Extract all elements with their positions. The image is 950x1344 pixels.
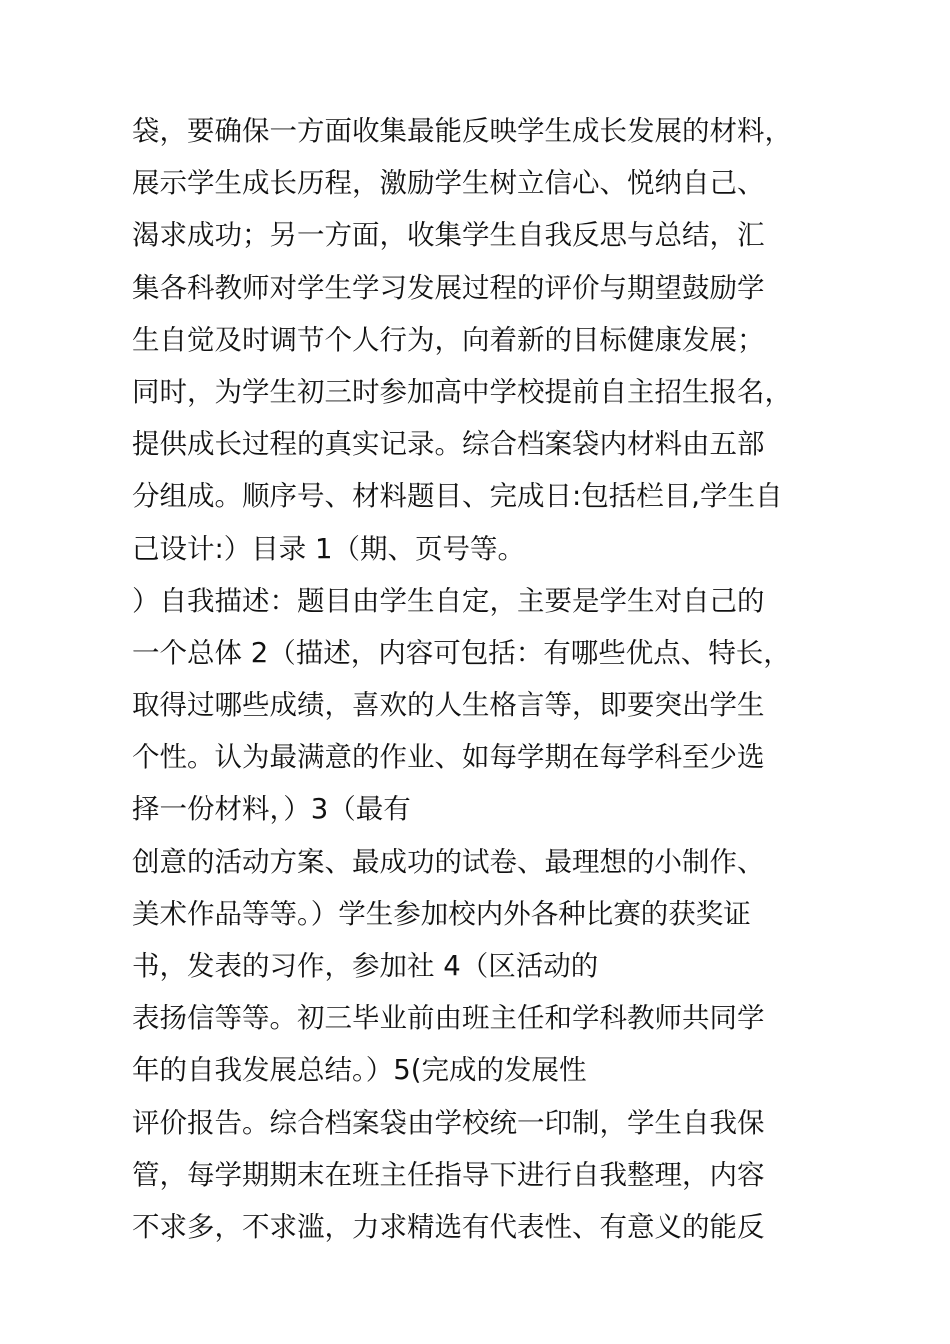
text-line: 同时，为学生初三时参加高中学校提前自主招生报名， bbox=[132, 375, 792, 408]
text-line: 展示学生成长历程，激励学生树立信心、悦纳自己、 bbox=[132, 167, 765, 200]
text-line: 提供成长过程的真实记录。综合档案袋内材料由五部 bbox=[132, 428, 765, 461]
text-line: 表扬信等等。初三毕业前由班主任和学科教师共同学 bbox=[132, 1002, 765, 1035]
text-line: 己设计:）目录 1（期、页号等。 bbox=[132, 532, 526, 565]
text-line: 年的自我发展总结。）5(完成的发展性 bbox=[132, 1054, 587, 1087]
text-line: 渴求成功；另一方面，收集学生自我反思与总结，汇 bbox=[132, 219, 765, 252]
text-line: 评价报告。综合档案袋由学校统一印制，学生自我保 bbox=[132, 1106, 765, 1139]
text-line: 美术作品等等。）学生参加校内外各种比赛的获奖证 bbox=[132, 897, 751, 930]
text-line: 个性。认为最满意的作业、如每学期在每学科至少选 bbox=[132, 741, 765, 774]
text-line: 集各科教师对学生学习发展过程的评价与期望鼓励学 bbox=[132, 271, 765, 304]
text-line: 袋，要确保一方面收集最能反映学生成长发展的材料， bbox=[132, 115, 792, 147]
text-line: 一个总体 2（描述，内容可包括：有哪些优点、特长， bbox=[132, 636, 791, 669]
text-line: 取得过哪些成绩，喜欢的人生格言等，即要突出学生 bbox=[132, 689, 765, 722]
text-line: 创意的活动方案、最成功的试卷、最理想的小制作、 bbox=[132, 845, 765, 878]
text-line: 生自觉及时调节个人行为，向着新的目标健康发展； bbox=[132, 323, 765, 356]
text-line: 分组成。顺序号、材料题目、完成日:包括栏目,学生自 bbox=[132, 480, 783, 513]
text-line: ）自我描述：题目由学生自定，主要是学生对自己的 bbox=[132, 584, 765, 617]
body-text bbox=[132, 105, 862, 1253]
text-line: 择一份材料，）3（最有 bbox=[132, 793, 411, 826]
text-line: 书，发表的习作，参加社 4（区活动的 bbox=[132, 950, 599, 982]
text-line: 不求多，不求滥，力求精选有代表性、有意义的能反 bbox=[132, 1210, 765, 1243]
text-line: 管，每学期期末在班主任指导下进行自我整理，内容 bbox=[132, 1158, 765, 1191]
